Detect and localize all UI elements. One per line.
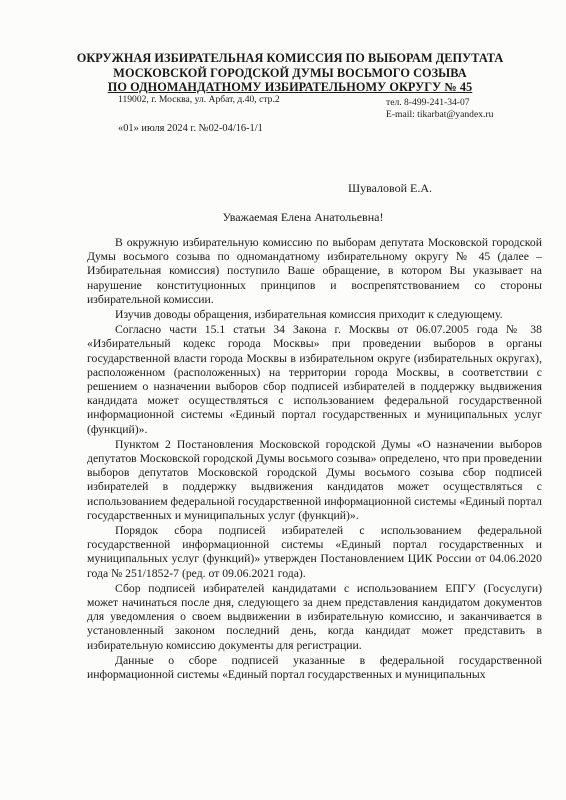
- contact-block: [386, 97, 493, 121]
- paragraph-4: Пунктом 2 Постановления Московской городской Думы «О назначении выборов депутатов Московской городской Думы восьмого созыва» определено, что при проведении выборов депутатов Московской городской Думы восьмого созыва сбор подписей избирателей в поддержку выдвижения кандидатов может осуществляться с использованием федеральной государственной информационной системы «Единый портал государственных и муниципальных услуг (функций)».: [87, 437, 542, 522]
- email-address: E-mail: tikarbat@yandex.ru: [386, 109, 494, 120]
- paragraph-3: Согласно части 15.1 статьи 34 Закона г. Москвы от 06.07.2005 года № 38 «Избирательный кодекс города Москвы» при проведении выборов в органы государственной власти города Москвы в избирательном округе (избирательных округах), расположенном (расположенных) на территории города Москвы, в соответствии с решением о назначении выборов сбор подписей избирателей в поддержку выдвижения кандидата может осуществляться с использованием федеральной государственной информационной системы «Единый портал государственных и муниципальных услуг (функций)».: [87, 323, 542, 436]
- letter-body: [87, 236, 542, 682]
- addressee: Шуваловой Е.А.: [348, 181, 433, 195]
- paragraph-2: Изучив доводы обращения, избирательная комиссия приходит к следующему.: [115, 308, 503, 322]
- sender-address: 119002, г. Москва, ул. Арбат, д.40, стр.2: [118, 94, 280, 105]
- phone-number: тел. 8-499-241-34-07: [386, 97, 470, 108]
- paragraph-5: Порядок сбора подписей избирателей с использованием федеральной государственной информационной системы «Единый портал государственных и муниципальных услуг (функций)» утвержден Постановлением ЦИК России от 04.06.2020 года № 251/1852-7 (ред. от 09.06.2021 года).: [87, 524, 542, 580]
- date-and-reference: «01» июля 2024 г. №02-04/16-1/1: [118, 123, 263, 134]
- letterhead-line-1: ОКРУЖНАЯ ИЗБИРАТЕЛЬНАЯ КОМИССИЯ ПО ВЫБОРАМ ДЕПУТАТА: [76, 51, 504, 65]
- paragraph-1: В окружную избирательную комиссию по выборам депутата Московской городской Думы восьмого созыва по одномандатному избирательному округу № 45 (далее – Избирательная комиссия) поступило Ваше обращение, в котором Вы указывает на нарушение конституционных принципов и воспрепятствованием со стороны избирательной комиссии.: [87, 236, 542, 306]
- letterhead: [60, 51, 520, 95]
- paragraph-6: Сбор подписей избирателей кандидатами с использованием ЕПГУ (Госуслуги) может начинаться после дня, следующего за днем представления кандидатом документов для уведомления о своем выдвижении в избирательную комиссию, и заканчивается в установленный законом последний день, когда кандидат может представить в избирательную комиссию документы для регистрации.: [87, 581, 542, 652]
- letterhead-line-3: ПО ОДНОМАНДАТНОМУ ИЗБИРАТЕЛЬНОМУ ОКРУГУ № 45: [107, 80, 473, 94]
- salutation: Уважаемая Елена Анатольевна!: [222, 210, 384, 224]
- paragraph-7: Данные о сборе подписей указанные в федеральной государственной информационной системы «Единый портал государственных и муниципальных: [87, 653, 542, 682]
- letterhead-line-2: МОСКОВСКОЙ ГОРОДСКОЙ ДУМЫ ВОСЬМОГО СОЗЫВА: [113, 65, 467, 80]
